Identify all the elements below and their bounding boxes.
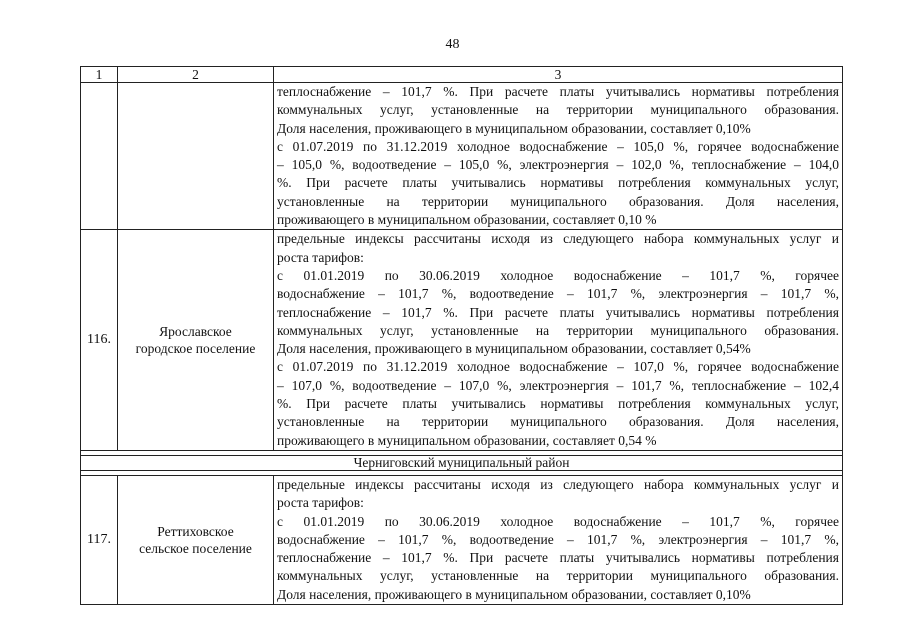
text-line: с 01.01.2019 по 30.06.2019 холодное водоснабжение – 101,7 %, горячее — [277, 267, 839, 283]
text-line: коммунальных услуг, установленные на территории муниципального образования. — [277, 322, 839, 338]
text-line: с 01.07.2019 по 31.12.2019 холодное водоснабжение – 105,0 %, горячее водоснабжение — [277, 138, 839, 154]
row-text — [274, 476, 842, 604]
municipality-name-line: городское поселение — [135, 341, 256, 357]
region-row — [81, 455, 843, 470]
header-col-3: 3 — [274, 67, 843, 83]
row-number: 116. — [81, 230, 118, 451]
row-text-cell — [274, 83, 843, 230]
text-line: – 107,0 %, водоотведение – 107,0 %, электроэнергия – 101,7 %, теплоснабжение – 102,4 — [277, 377, 839, 393]
text-line: теплоснабжение – 101,7 %. При расчете платы учитывались нормативы потребления — [277, 304, 839, 320]
table-header-row — [81, 67, 843, 83]
row-name-cell — [118, 83, 274, 230]
text-line: роста тарифов: — [277, 249, 364, 265]
header-col-2: 2 — [118, 67, 274, 83]
text-line: теплоснабжение – 101,7 %. При расчете платы учитывались нормативы потребления — [277, 84, 839, 99]
table-row-116 — [81, 230, 843, 451]
municipality-name-line: сельское поселение — [139, 540, 252, 556]
row-number: 117. — [81, 475, 118, 604]
row-text — [274, 230, 842, 450]
municipality-name — [118, 475, 274, 604]
text-line: предельные индексы рассчитаны исходя из следующего набора коммунальных услуг и — [277, 476, 839, 492]
row-text-cell — [274, 230, 843, 451]
text-line: Доля населения, проживающего в муниципальном образовании, составляет 0,10% — [277, 120, 751, 136]
header-col-1: 1 — [81, 67, 118, 83]
row-text-cell — [274, 475, 843, 604]
text-line: водоснабжение – 101,7 %, водоотведение – 101,7 %, электроэнергия – 101,7 %, — [277, 286, 839, 302]
text-line: роста тарифов: — [277, 495, 364, 511]
text-line: %. При расчете платы учитывались нормативы потребления коммунальных услуг, — [277, 396, 839, 412]
table-row-117 — [81, 475, 843, 604]
region-title: Черниговский муниципальный район — [81, 455, 843, 470]
table-row-continued — [81, 83, 843, 230]
text-line: проживающего в муниципальном образовании, составляет 0,54 % — [277, 432, 657, 448]
text-line: установленные на территории муниципального образования. Доля населения, — [277, 414, 839, 430]
municipality-name-line: Ярославское — [159, 324, 232, 340]
page-number: 48 — [445, 37, 460, 52]
text-line: теплоснабжение – 101,7 %. При расчете платы учитывались нормативы потребления — [277, 550, 839, 566]
text-line: с 01.01.2019 по 30.06.2019 холодное водоснабжение – 101,7 %, горячее — [277, 513, 839, 529]
text-line: Доля населения, проживающего в муниципальном образовании, составляет 0,54% — [277, 341, 751, 357]
text-line: %. При расчете платы учитывались нормативы потребления коммунальных услуг, — [277, 175, 839, 191]
text-line: Доля населения, проживающего в муниципальном образовании, составляет 0,10% — [277, 586, 751, 602]
text-line: водоснабжение – 101,7 %, водоотведение – 101,7 %, электроэнергия – 101,7 %, — [277, 531, 839, 547]
text-line: коммунальных услуг, установленные на территории муниципального образования. — [277, 568, 839, 584]
text-line: проживающего в муниципальном образовании, составляет 0,10 % — [277, 212, 657, 228]
text-line: с 01.07.2019 по 31.12.2019 холодное водоснабжение – 107,0 %, горячее водоснабжение — [277, 359, 839, 375]
text-line: коммунальных услуг, установленные на территории муниципального образования. — [277, 102, 839, 118]
text-line: – 105,0 %, водоотведение – 105,0 %, электроэнергия – 102,0 %, теплоснабжение – 104,0 — [277, 157, 839, 173]
row-number-cell — [81, 83, 118, 230]
text-line: предельные индексы рассчитаны исходя из следующего набора коммунальных услуг и — [277, 231, 839, 247]
municipality-name — [118, 230, 274, 451]
tariff-table — [80, 66, 843, 605]
row-text — [274, 83, 842, 229]
text-line: установленные на территории муниципального образования. Доля населения, — [277, 193, 839, 209]
municipality-name-line: Реттиховское — [157, 523, 234, 539]
